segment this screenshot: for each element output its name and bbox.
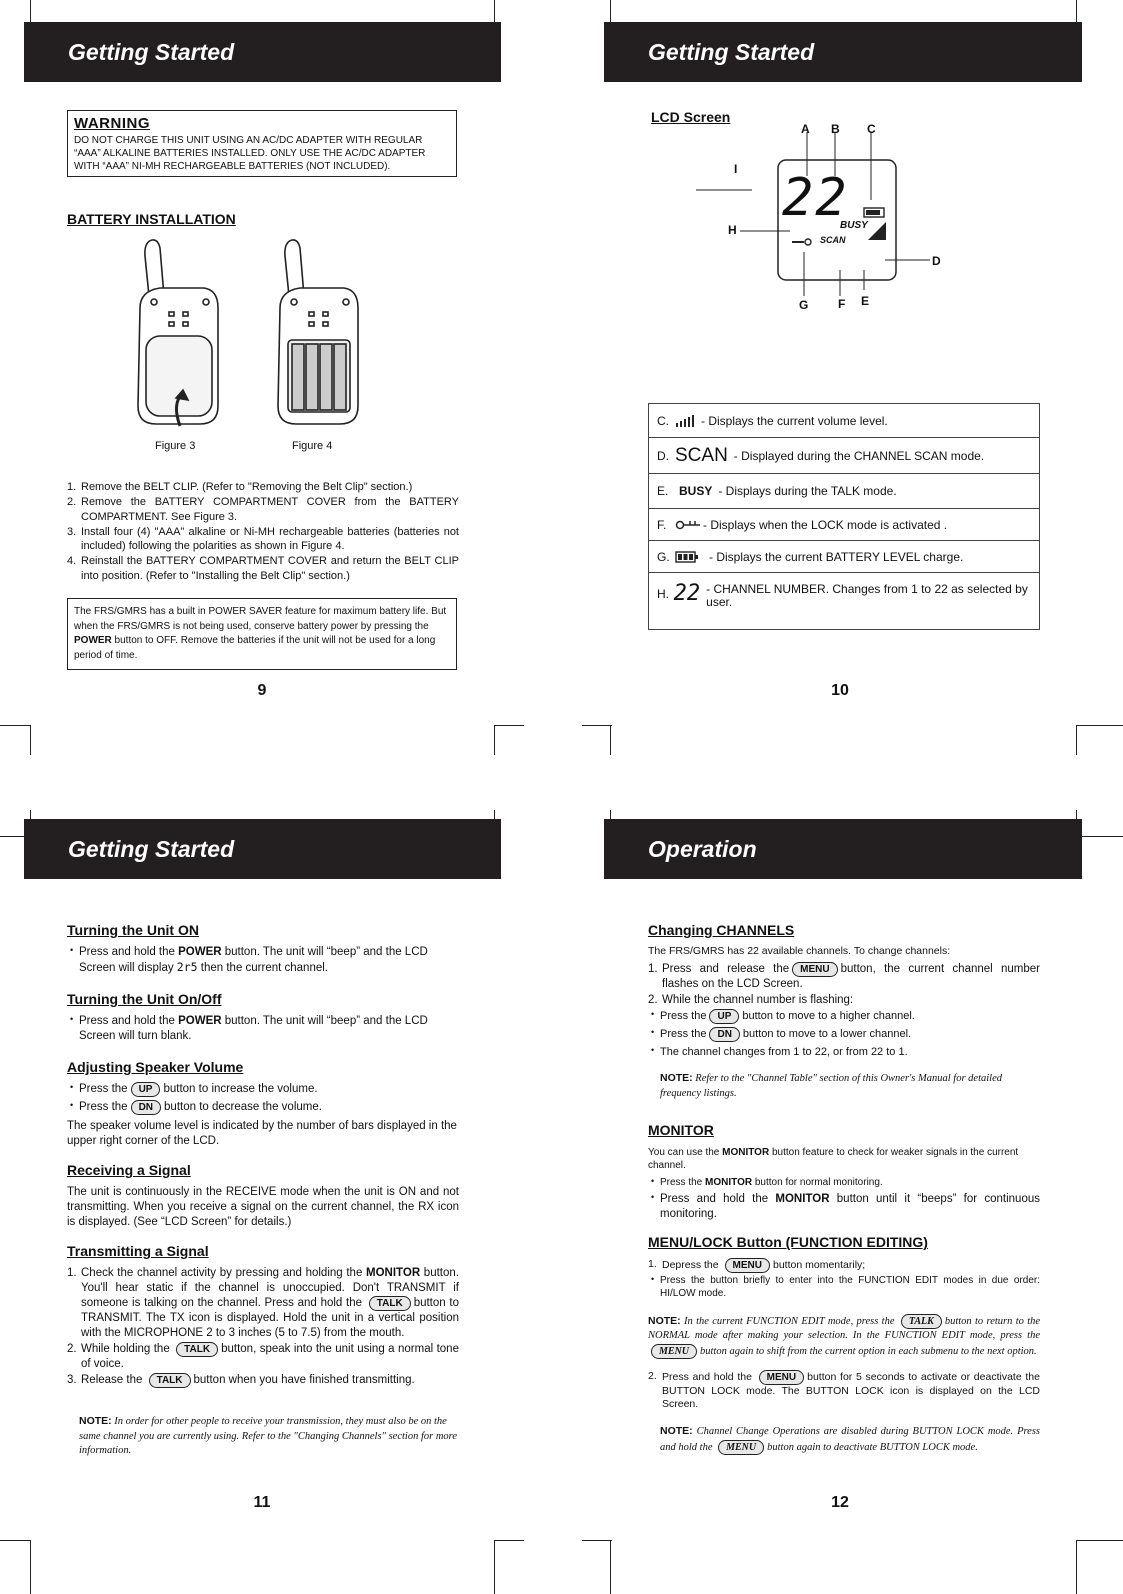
list-item: 2. While the channel number is flashing: (648, 993, 854, 1006)
lcd-screen-diagram (692, 118, 1012, 318)
label-E: E (861, 294, 870, 308)
list-item: 1. Remove the BELT CLIP. (Refer to "Removing the Belt Clip" section.) (67, 481, 413, 493)
table-row: F. - Displays when the LOCK mode is activated . (649, 509, 1039, 541)
list-item: • Press the DN button to move to a lower channel. (648, 1027, 1040, 1042)
list-item: • Press and hold the MONITOR button until it “beeps” for continuous monitoring. (648, 1192, 1040, 1222)
talk-button-symbol: TALK (176, 1342, 218, 1357)
section-heading: BATTERY INSTALLATION (67, 211, 236, 227)
talk-button-symbol: TALK (901, 1314, 942, 1329)
table-row: C. - Displays the current volume level. (649, 404, 1039, 438)
up-button-symbol: UP (709, 1009, 739, 1024)
page-12 (562, 797, 1122, 1594)
list-item: • Press the button briefly to enter into the FUNCTION EDIT modes in due order: HI/LOW mode. (648, 1274, 1040, 1300)
list-item: 2. Press and hold the MENU button for 5 seconds to activate or deactivate the BUTTON LOCK mode. The BUTTON LOCK icon is displayed on the LCD Screen. (648, 1369, 1040, 1411)
channel-symbol: 22 (673, 581, 701, 606)
table-row: D. SCAN - Displayed during the CHANNEL SCAN mode. (649, 438, 1039, 474)
function-edit-note: NOTE: In the current FUNCTION EDIT mode, press the TALK button to return to the NORMAL mode after making your selection. In the FUNCTION EDIT mode, press the MENU button again to shift from the current option in each submenu to the next option. (648, 1314, 1041, 1357)
page-number: 10 (831, 682, 849, 699)
list-item: 2. While holding the TALK button, speak into the unit using a normal tone of voice. (67, 1343, 459, 1371)
dn-button-symbol: DN (709, 1027, 739, 1042)
page-10 (562, 0, 1122, 797)
list-item: • Press the UP button to increase the volume. (67, 1082, 459, 1097)
menu-button-symbol: MENU (718, 1440, 764, 1455)
radio-figure-4 (278, 240, 358, 424)
section-heading: Transmitting a Signal (67, 1243, 209, 1260)
section-heading: LCD Screen (651, 109, 731, 125)
figure-4-caption: Figure 4 (292, 440, 333, 452)
page-9 (0, 0, 560, 797)
page-number: 9 (257, 682, 267, 699)
warning-text: DO NOT CHARGE THIS UNIT USING AN AC/DC ADAPTER WITH REGULAR “AAA” ALKALINE BATTERIES INSTALLED. ONLY USE THE AC/DC ADAPTER WITH “AAA” NI-MH RECHARGEABLE BATTERIES (NOT INCLUDED). (74, 134, 426, 172)
lcd-legend-table (648, 403, 1040, 630)
battery-figure-illustration (120, 236, 380, 436)
page-header: Getting Started (604, 22, 1082, 82)
label-H: H (728, 223, 737, 237)
page-11 (0, 797, 560, 1594)
paragraph: The speaker volume level is indicated by the number of bars displayed in the upper right corner of the LCD. (67, 1120, 457, 1148)
list-item: 3. Release the TALK button when you have finished transmitting. (67, 1374, 415, 1387)
list-item: • Press the UP button to move to a higher channel. (648, 1009, 1040, 1024)
warning-box (67, 110, 457, 177)
page-header: Getting Started (24, 819, 501, 879)
label-D: D (932, 254, 941, 268)
warning-title: WARNING (74, 115, 150, 132)
section-heading: Changing CHANNELS (648, 922, 795, 938)
talk-button-symbol: TALK (149, 1373, 191, 1388)
section-heading: Adjusting Speaker Volume (67, 1059, 244, 1076)
list-item: • The channel changes from 1 to 22, or from 22 to 1. (648, 1045, 1040, 1059)
paragraph: The FRS/GMRS has 22 available channels. To change channels: (648, 945, 951, 958)
page-number: 12 (831, 1494, 849, 1511)
paragraph: The unit is continuously in the RECEIVE mode when the unit is ON and not transmitting. When you receive a signal on the current channel, the RX icon is displayed. (See “LCD Screen” for details.) (67, 1186, 459, 1229)
section-heading: MENU/LOCK Button (FUNCTION EDITING) (648, 1234, 928, 1251)
up-button-symbol: UP (131, 1082, 161, 1097)
page-header: Getting Started (24, 22, 501, 82)
menu-button-symbol: MENU (792, 962, 837, 977)
label-F: F (838, 297, 846, 311)
list-item: 3. Install four (4) "AAA" alkaline or Ni-MH rechargeable batteries (batteries not included) following the polarities as shown in Figure 4. (67, 525, 459, 553)
list-item: • Press and hold the POWER button. The unit will “beep” and the LCD Screen will display 2r5 then the current channel. (67, 945, 459, 976)
transmit-note: NOTE: In order for other people to receive your transmission, they must also be on the same channel you are currently using. Refer to the "Changing Channels" section for more information. (79, 1415, 458, 1457)
section-heading: MONITOR (648, 1122, 714, 1139)
menu-button-symbol: MENU (725, 1258, 770, 1273)
lcd-busy-text: BUSY (840, 220, 868, 231)
volume-bars-icon (675, 415, 697, 427)
paragraph: You can use the MONITOR button feature to check for weaker signals in the current channel. (648, 1146, 1019, 1171)
lcd-scan-text: SCAN (820, 235, 846, 245)
scan-symbol: SCAN (675, 444, 728, 466)
label-G: G (799, 298, 809, 312)
figure-3-caption: Figure 3 (155, 440, 196, 452)
battery-icon (675, 551, 699, 563)
radio-figure-3 (138, 240, 218, 426)
button-lock-note: NOTE: Channel Change Operations are disabled during BUTTON LOCK mode. Press and hold the MENU button again to deactivate BUTTON LOCK mode. (660, 1424, 1041, 1453)
battery-steps (67, 480, 459, 583)
page-header: Operation (604, 819, 1082, 879)
list-item: • Press the DN button to decrease the volume. (67, 1100, 459, 1115)
menu-button-symbol: MENU (651, 1344, 697, 1359)
label-C: C (867, 122, 876, 136)
list-item: 1. Check the channel activity by pressing and holding the MONITOR button. You'll hear static if the channel is unoccupied. Don't TRANSMIT if someone is talking on the channel. Press and hold the TALK button to TRANSMIT. The TX icon is displayed. Hold the unit in a vertical position with the MICROPHONE 2 to 3 inches (5 to 7.5) from the mouth. (67, 1267, 459, 1340)
list-item: 2. Remove the BATTERY COMPARTMENT COVER from the BATTERY COMPARTMENT. See Figure 3. (67, 496, 459, 523)
section-heading: Turning the Unit On/Off (67, 991, 222, 1008)
table-row: E. BUSY - Displays during the TALK mode. (649, 474, 1039, 509)
dn-button-symbol: DN (131, 1100, 161, 1115)
label-I: I (734, 162, 738, 176)
label-A: A (801, 122, 810, 136)
power-saver-box: The FRS/GMRS has a built in POWER SAVER feature for maximum battery life. But when the FRS/GMRS is not being used, conserve battery power by pressing the POWER button to OFF. Remove the batteries if the unit will not be used for a long period of time. (67, 598, 457, 670)
page-number: 11 (253, 1494, 271, 1511)
list-item: • Press the MONITOR button for normal monitoring. (648, 1176, 1040, 1189)
list-item: 4. Reinstall the BATTERY COMPARTMENT COVER and return the BELT CLIP into position. (Refer to "Installing the Belt Clip" section.) (67, 555, 459, 582)
label-B: B (831, 122, 840, 136)
talk-button-symbol: TALK (369, 1296, 411, 1311)
lcd-digits: 22 (782, 168, 849, 228)
table-row: G. - Displays the current BATTERY LEVEL charge. (649, 541, 1039, 573)
list-item: 1. Depress the MENU button momentarily; (648, 1257, 866, 1271)
list-item: • Press and hold the POWER button. The unit will “beep” and the LCD Screen will turn blank. (67, 1014, 459, 1044)
busy-symbol: BUSY (679, 484, 713, 498)
table-row: H. 22 - CHANNEL NUMBER. Changes from 1 to 22 as selected by user. (657, 581, 1028, 610)
lock-key-icon (675, 519, 701, 531)
menu-button-symbol: MENU (759, 1370, 804, 1385)
section-heading: Turning the Unit ON (67, 922, 199, 938)
section-heading: Receiving a Signal (67, 1162, 191, 1179)
channel-note: NOTE: Refer to the "Channel Table" section of this Owner's Manual for detailed frequency listings. (660, 1072, 1002, 1099)
list-item: 1. Press and release the MENU button, the current channel number flashes on the LCD Screen. (648, 962, 1040, 990)
